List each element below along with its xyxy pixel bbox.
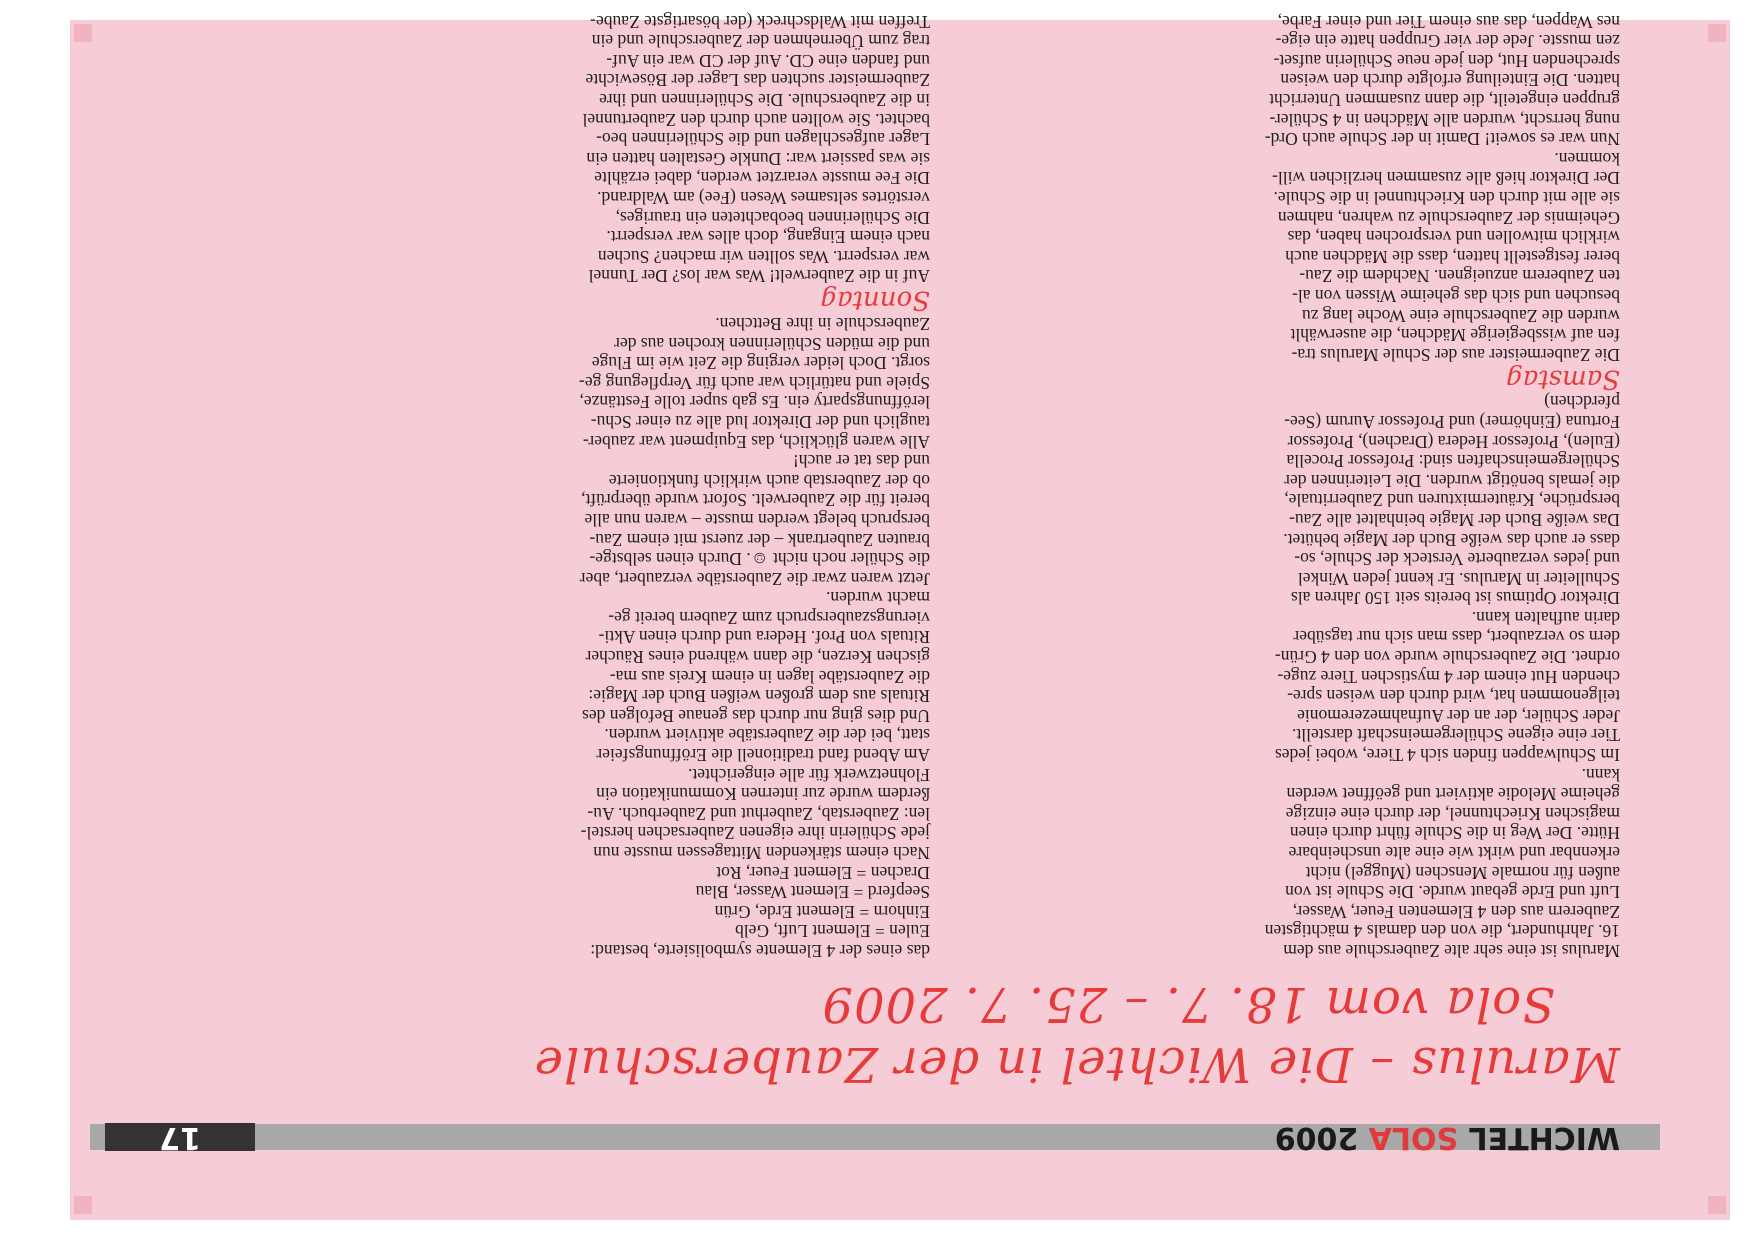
- text-line: gruppen eingeteilt, die dann zusammen Unterricht: [1269, 90, 1620, 111]
- text-line: jede Schülerin ihre eigenen Zaubersachen herstel-: [580, 823, 930, 844]
- text-line: wirklich mitwollen und versprochen haben, das: [1287, 227, 1620, 248]
- text-line: gischen Kerzen, die dann während eines Räucher: [585, 647, 930, 668]
- text-line: Zauberschule in ihre Bettchen.: [715, 314, 930, 334]
- text-line: in die Zauberschule. Die Schülerinnen und ihre: [599, 90, 930, 111]
- text-line: leröffnungsparty ein. Es gab super tolle Festtänze,: [579, 392, 930, 413]
- text-line: kann.: [1581, 764, 1620, 785]
- article-title: Marulus – Die Wichtel in der Zauberschule: [533, 1036, 1620, 1092]
- text-line: Drachen = Element Feuer, Rot: [716, 862, 930, 883]
- text-line: Lager aufgeschlagen und die Schülerinnen beo-: [596, 129, 930, 150]
- text-line: und das tat er auch!: [792, 451, 930, 472]
- text-line: die Schüler noch nicht ☺. Durch einen selbstge-: [589, 549, 930, 570]
- left-column-body: [965, 392, 1620, 960]
- text-line: trag zum Übernehmen der Zauberschule und ein: [591, 31, 930, 52]
- text-line: außen für normale Menschen (Muggel) nicht: [1305, 862, 1620, 883]
- text-line: chenden Hut einem der 4 mystischen Tiere zuge-: [1277, 666, 1620, 687]
- text-line: Im Schulwappen finden sich 4 Tiere, wobei jedes: [1274, 745, 1620, 766]
- text-line: verstörtes seltsames Wesen (Fee) am Waldrand.: [597, 188, 930, 209]
- text-line: ßerdem wurde zur internen Kommunikation ein: [596, 784, 930, 805]
- text-line: Die Fee musste verarztet werden, dabei erzählte: [594, 168, 930, 189]
- text-line: Treffen mit Waldschreck (der bösartigste Zaube-: [590, 11, 930, 32]
- text-line: Marulus ist eine sehr alte Zauberschule aus dem: [1283, 941, 1620, 961]
- section-heading-samstag: Samstag: [1506, 363, 1620, 394]
- text-line: und fanden eine CD. Auf der CD war ein Auf-: [606, 50, 930, 71]
- text-line: vierungszauberspruch zum Zaubern bereit ge-: [608, 607, 930, 628]
- header-year: 2009: [1274, 1120, 1359, 1155]
- text-line: Flohnetzwerk für alle eingerichtet.: [688, 764, 930, 785]
- text-line: (Eulen), Professor Hedera (Drachen), Professor: [1287, 431, 1620, 452]
- text-line: Auf in die Zauberwelt! Was war los? Der Tunnel: [588, 266, 930, 287]
- text-line: Direktor Optimus ist bereits seit 150 Jahren als: [1290, 588, 1620, 609]
- text-line: das eines der 4 Elemente symbolisierte, bestand:: [590, 941, 930, 961]
- right-column-body: [275, 313, 930, 960]
- text-line: statt, bei der die Zauberstäbe aktiviert wurden.: [604, 725, 930, 746]
- text-line: berspruch belegt werden musste – waren nun alle: [584, 509, 930, 530]
- page-content: [70, 11, 1730, 1220]
- text-line: Nach einem stärkenden Mittagessen musste nun: [593, 843, 930, 864]
- right-column: [275, 11, 930, 960]
- text-line: sprechenden Hut, den jede neue Schülerin aufset-: [1273, 50, 1620, 71]
- samstag-body: [965, 11, 1620, 364]
- text-line: die Zauberstäbe lagen in einem Kreis aus ma-: [609, 666, 930, 687]
- text-line: Die Zaubermeister aus der Schule Marulus tra-: [1291, 344, 1620, 365]
- sonntag-body: [275, 11, 930, 285]
- text-line: dern so verzaubert, dass man sich nur tagsüber: [1293, 627, 1620, 648]
- page-number: 17: [105, 1123, 255, 1151]
- text-line: ten Zauberern anzueignen. Nachdem die Zau-: [1299, 266, 1620, 287]
- text-line: 16. Jahrhundert, die von den damals 4 mächtigsten: [1264, 921, 1620, 942]
- section-heading-sonntag: Sonntag: [820, 285, 930, 316]
- text-line: tauglich und der Direktor lud alle zu einer Schu-: [590, 411, 930, 432]
- text-line: Rituals aus dem großen weißen Buch der Magie:: [588, 686, 930, 707]
- text-line: magischen Kriechtunnel, der durch eine einzige: [1285, 803, 1620, 824]
- text-line: geheime Melodie aktiviert und geöffnet werden: [1286, 784, 1620, 805]
- text-line: Schülergemeinschaften sind: Professor Procella: [1286, 451, 1620, 472]
- header-brand-accent: SOLA: [1368, 1120, 1459, 1155]
- text-line: und jedes verzauberte Versteck der Schule, so-: [1294, 549, 1620, 570]
- text-line: zen musste. Jede der vier Gruppen hatte ein eige-: [1275, 31, 1620, 52]
- text-line: Tier eine eigene Schülergemeinschaft darstellt.: [1291, 725, 1620, 746]
- text-line: teilgenommen hat, wird durch den weisen spre-: [1287, 686, 1620, 707]
- text-line: Eulen = Element Luft, Gelb: [734, 921, 930, 942]
- text-line: wurden die Zauberschule eine Woche lang zu: [1302, 305, 1620, 326]
- text-line: Hütte. Der Weg in die Schule führt durch einen: [1289, 823, 1620, 844]
- text-line: Geheimnis der Zauberschule zu wahren, nahmen: [1277, 207, 1620, 228]
- text-line: Seepferd = Element Wasser, Blau: [695, 882, 930, 903]
- text-line: berer festgestellt hatten, dass die Mädchen auch: [1285, 246, 1620, 267]
- left-column: [965, 11, 1620, 960]
- text-line: hatten. Die Einteilung erfolgte durch den weisen: [1280, 70, 1620, 91]
- text-line: Das weiße Buch der Magie beinhaltet alle Zau-: [1289, 509, 1620, 530]
- text-line: ordnet. Die Zauberschule wurde von den 4 Grün-: [1274, 647, 1620, 668]
- text-line: kommen.: [1554, 148, 1620, 169]
- text-line: brauten Zaubertrank – der zuerst mit einem Zau-: [589, 529, 930, 550]
- text-line: Schulleiter in Marulus. Er kennt jeden Winkel: [1297, 568, 1620, 589]
- text-line: ob der Zauberstab auch wirklich funktionierte: [608, 470, 930, 491]
- text-line: bersprüche, Kräutermixturen und Zauberrituale,: [1284, 490, 1620, 511]
- text-line: Der Direktor hieß alle zusammen herzlichen will-: [1272, 168, 1620, 189]
- text-line: und die müden Schülerinnen krochen aus der: [614, 333, 930, 354]
- text-line: sorgt. Doch leider verging die Zeit wie im Fluge: [591, 353, 930, 374]
- text-line: Einhorn = Element Erde, Grün: [714, 901, 930, 922]
- text-line: Luft und Erde gebaut wurde. Die Schule ist von: [1285, 882, 1620, 903]
- text-line: Nun war es soweit! Damit in der Schule auch Ord-: [1264, 129, 1620, 150]
- text-line: len: Zauberstab, Zauberhut und Zauberbuch. Au-: [587, 803, 930, 824]
- text-line: Spiele und natürlich war auch für Verpflegung ge-: [578, 372, 930, 393]
- text-line: besuchen und sich das geheime Wissen von al-: [1292, 286, 1620, 306]
- text-line: pferdchen): [1544, 392, 1620, 413]
- text-line: Und dies ging nur durch das genaue Befolgen des: [582, 705, 930, 726]
- text-line: Jeder Schüler, der an der Aufnahmezeremonie: [1297, 705, 1620, 726]
- text-line: bachtet. Sie wollten auch durch den Zaubertunnel: [582, 109, 930, 130]
- text-line: sie alle mit durch den Kriechtunnel in die Schule.: [1273, 188, 1620, 209]
- article-subtitle: Sola vom 18. 7. – 25. 7. 2009: [821, 976, 1555, 1032]
- text-line: sie was passiert war: Dunkle Gestalten hatten ein: [586, 148, 930, 169]
- text-line: die jemals benötigt wurden. Die Leiterinnen der: [1284, 470, 1620, 491]
- text-line: nung herrscht, wurden alle Mädchen in 4 Schüler-: [1269, 109, 1620, 130]
- text-line: Am Abend fand traditionell die Eröffnungsfeier: [596, 745, 930, 766]
- text-line: Rituals von Prof. Hedera und durch einen Akti-: [598, 627, 930, 648]
- text-line: Fortuna (Einhörner) und Professor Aurum (See-: [1284, 411, 1620, 432]
- text-line: darin aufhalten kann.: [1471, 607, 1620, 628]
- text-line: nes Wappen, das aus einem Tier und einer Farbe,: [1277, 11, 1620, 32]
- text-line: macht wurden.: [826, 588, 930, 609]
- header-brand-word: WICHTEL: [1468, 1120, 1620, 1155]
- text-line: Die Schülerinnen beobachteten ein trauriges,: [615, 207, 930, 228]
- text-line: Alle waren glücklich, das Equipment war zauber-: [582, 431, 930, 452]
- text-line: dass er auch das weiße Buch der Magie behütet.: [1283, 529, 1620, 550]
- text-line: erkennbar und wirkt wie eine alte unscheinbare: [1288, 843, 1620, 864]
- text-line: war versperrt. Was sollten wir machen? Suchen: [597, 246, 930, 267]
- text-line: Jetzt waren zwar die Zauberstäbe verzaubert, aber: [579, 568, 930, 589]
- text-line: Zauberern aus den 4 Elementen Feuer, Wasser,: [1292, 901, 1620, 922]
- header-label: [1275, 1120, 1620, 1154]
- text-line: fen auf wissbegierige Mädchen, die auserwählt: [1290, 325, 1620, 346]
- text-line: Zaubermeister suchten das Lager der Bösewichte: [585, 70, 930, 91]
- text-line: bereit für die Zauberwelt. Sofort wurde überprüft,: [581, 490, 930, 511]
- text-line: nach einem Eingang, doch alles war versperrt.: [606, 227, 930, 248]
